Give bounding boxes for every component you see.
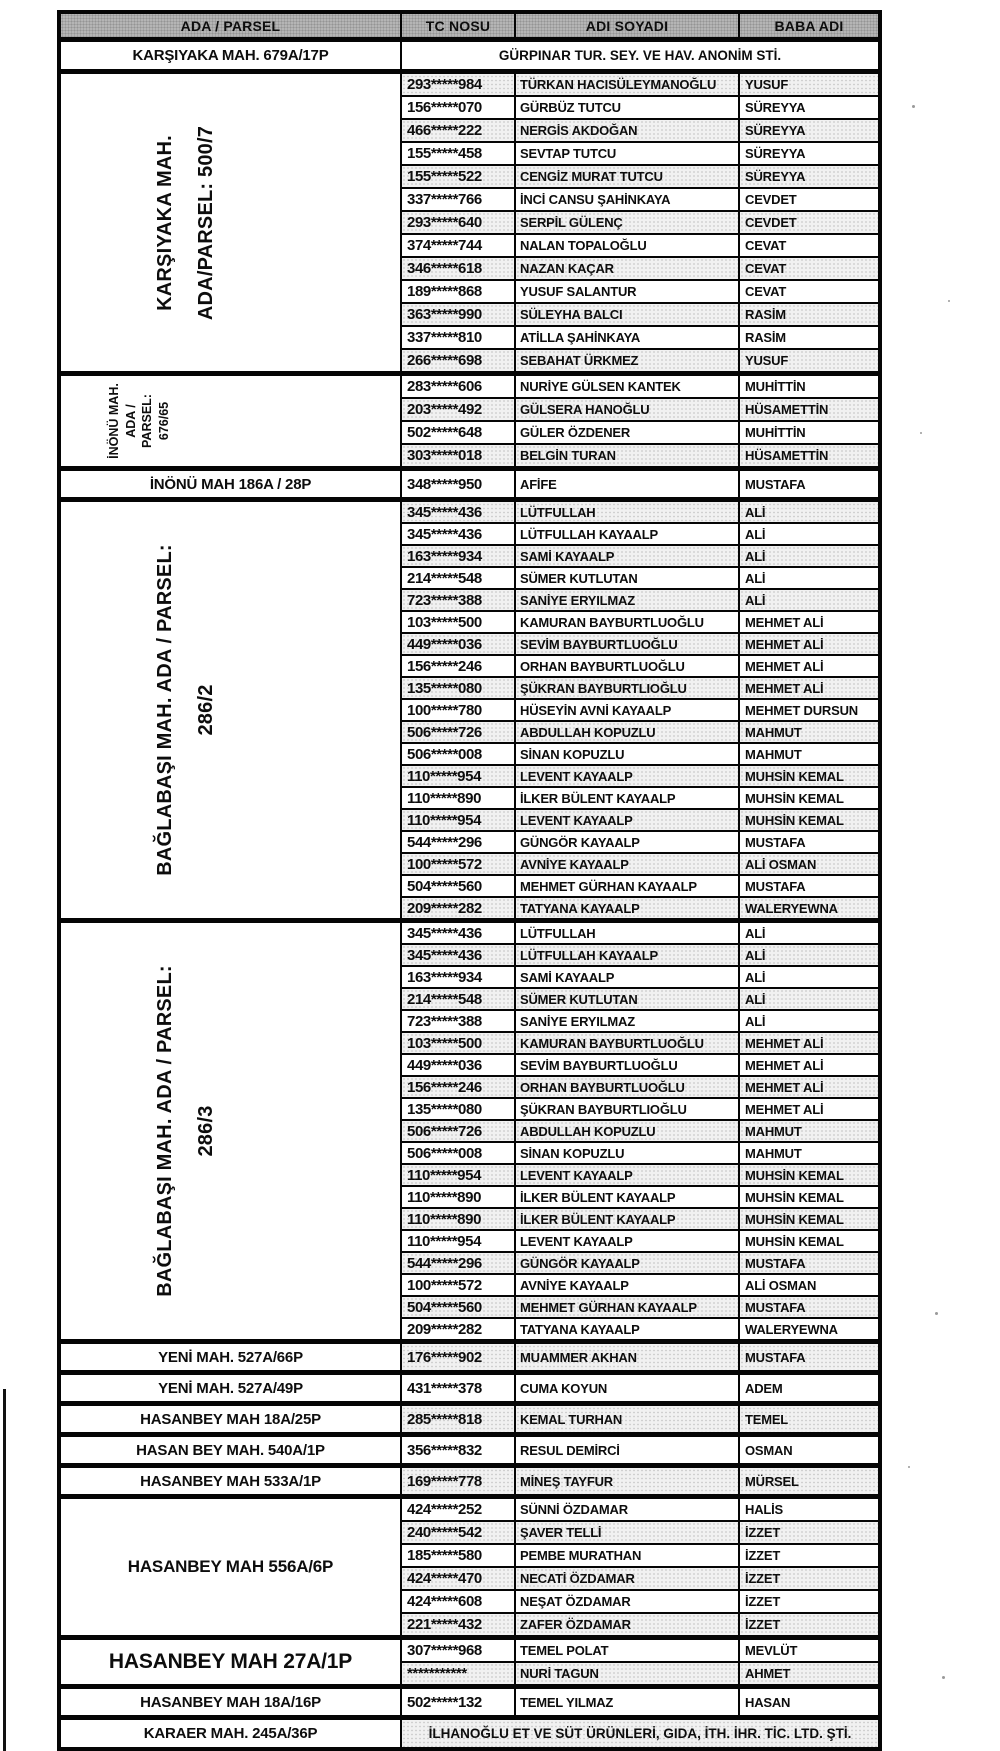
name-cell: NECATİ ÖZDAMAR — [515, 1567, 739, 1590]
name-cell: ŞAVER TELLİ — [515, 1521, 739, 1544]
table-row — [59, 1435, 880, 1466]
tc-number-cell: 110*****890 — [401, 1208, 515, 1230]
tc-number-cell: 348*****950 — [401, 469, 515, 500]
name-cell: BELGİN TURAN — [515, 444, 739, 469]
parcel-label-cell: KARŞIYAKA MAH. 679A/17P — [59, 40, 401, 72]
father-name-cell: ALİ — [739, 589, 880, 611]
father-name-cell: ALİ — [739, 944, 880, 966]
table-header-row — [59, 12, 880, 40]
father-name-cell: HÜSAMETTİN — [739, 444, 880, 469]
name-cell: İLKER BÜLENT KAYAALP — [515, 1208, 739, 1230]
scan-speck — [942, 1676, 945, 1679]
father-name-cell: RASİM — [739, 303, 880, 326]
tc-number-cell: 356*****832 — [401, 1435, 515, 1466]
tc-number-cell: 346*****618 — [401, 257, 515, 280]
name-cell: ORHAN BAYBURTLUOĞLU — [515, 655, 739, 677]
table-row — [59, 1373, 880, 1404]
name-cell: GÜLER ÖZDENER — [515, 421, 739, 444]
name-cell: ABDULLAH KOPUZLU — [515, 1120, 739, 1142]
tc-number-cell: 156*****246 — [401, 1076, 515, 1098]
name-cell: MİNEŞ TAYFUR — [515, 1466, 739, 1497]
father-name-cell: İZZET — [739, 1567, 880, 1590]
tc-number-cell: 337*****810 — [401, 326, 515, 349]
name-cell: PEMBE MURATHAN — [515, 1544, 739, 1567]
tc-number-cell: 449*****036 — [401, 1054, 515, 1076]
tc-number-cell: 110*****954 — [401, 1164, 515, 1186]
name-cell: NERGİS AKDOĞAN — [515, 119, 739, 142]
parcel-label-cell: HASANBEY MAH 18A/16P — [59, 1687, 401, 1718]
father-name-cell: ALİ — [739, 966, 880, 988]
name-cell: MUAMMER AKHAN — [515, 1342, 739, 1373]
name-cell: GÜNGÖR KAYAALP — [515, 1252, 739, 1274]
father-name-cell: HÜSAMETTİN — [739, 398, 880, 421]
father-name-cell: SÜREYYA — [739, 96, 880, 119]
name-cell: SAMİ KAYAALP — [515, 966, 739, 988]
tc-number-cell: 345*****436 — [401, 944, 515, 966]
tc-number-cell: 293*****640 — [401, 211, 515, 234]
table-row — [59, 374, 880, 399]
father-name-cell: MEHMET ALİ — [739, 633, 880, 655]
header-adi-soyadi: ADI SOYADI — [515, 12, 739, 40]
father-name-cell: ALİ — [739, 1010, 880, 1032]
father-name-cell: ALİ — [739, 921, 880, 945]
father-name-cell: MUHSİN KEMAL — [739, 787, 880, 809]
table-row — [59, 1404, 880, 1435]
tc-number-cell: 506*****008 — [401, 1142, 515, 1164]
tc-number-cell: 424*****470 — [401, 1567, 515, 1590]
father-name-cell: MEHMET ALİ — [739, 1076, 880, 1098]
name-cell: CUMA KOYUN — [515, 1373, 739, 1404]
father-name-cell: YUSUF — [739, 72, 880, 97]
father-name-cell: MEHMET ALİ — [739, 611, 880, 633]
scan-speck — [908, 1466, 910, 1468]
name-cell: ORHAN BAYBURTLUOĞLU — [515, 1076, 739, 1098]
tc-number-cell: 506*****008 — [401, 743, 515, 765]
name-cell: LÜTFULLAH KAYAALP — [515, 944, 739, 966]
name-cell: KEMAL TURHAN — [515, 1404, 739, 1435]
name-cell: LEVENT KAYAALP — [515, 809, 739, 831]
parcel-label-rotated-text: BAĞLABAŞI MAH. ADA / PARSEL: 286/3 — [154, 965, 218, 1297]
tc-number-cell: 504*****560 — [401, 875, 515, 897]
tc-number-cell: 110*****890 — [401, 1186, 515, 1208]
name-cell: NALAN TOPALOĞLU — [515, 234, 739, 257]
father-name-cell: MUHSİN KEMAL — [739, 1208, 880, 1230]
tc-number-cell: 544*****296 — [401, 831, 515, 853]
name-cell: MEHMET GÜRHAN KAYAALP — [515, 875, 739, 897]
tc-number-cell: 185*****580 — [401, 1544, 515, 1567]
table-row — [59, 1638, 880, 1663]
tc-number-cell: 723*****388 — [401, 589, 515, 611]
parcel-label-vertical — [59, 500, 401, 921]
father-name-cell: MUSTAFA — [739, 1342, 880, 1373]
name-cell: GÜNGÖR KAYAALP — [515, 831, 739, 853]
tc-number-cell: 502*****648 — [401, 421, 515, 444]
tc-number-cell: 374*****744 — [401, 234, 515, 257]
company-name-cell: GÜRPINAR TUR. SEY. VE HAV. ANONİM STİ. — [401, 40, 880, 72]
name-cell: ŞÜKRAN BAYBURTLIOĞLU — [515, 677, 739, 699]
name-cell: LÜTFULLAH KAYAALP — [515, 523, 739, 545]
scan-speck — [948, 300, 950, 302]
tc-number-cell: 544*****296 — [401, 1252, 515, 1274]
tc-number-cell: 110*****954 — [401, 765, 515, 787]
cadastral-owners-table — [57, 10, 882, 1751]
name-cell: GÜRBÜZ TUTCU — [515, 96, 739, 119]
tc-number-cell: 293*****984 — [401, 72, 515, 97]
tc-number-cell: 337*****766 — [401, 188, 515, 211]
name-cell: ABDULLAH KOPUZLU — [515, 721, 739, 743]
tc-number-cell: 506*****726 — [401, 1120, 515, 1142]
tc-number-cell: 163*****934 — [401, 966, 515, 988]
father-name-cell: CEVAT — [739, 257, 880, 280]
table-row — [59, 1687, 880, 1718]
tc-number-cell: 156*****246 — [401, 655, 515, 677]
father-name-cell: MUHSİN KEMAL — [739, 809, 880, 831]
name-cell: SEVİM BAYBURTLUOĞLU — [515, 633, 739, 655]
name-cell: GÜLSERA HANOĞLU — [515, 398, 739, 421]
father-name-cell: MUHİTTİN — [739, 374, 880, 399]
father-name-cell: AHMET — [739, 1662, 880, 1687]
tc-number-cell: 285*****818 — [401, 1404, 515, 1435]
father-name-cell: MUSTAFA — [739, 469, 880, 500]
name-cell: SÜMER KUTLUTAN — [515, 988, 739, 1010]
name-cell: CENGİZ MURAT TUTCU — [515, 165, 739, 188]
scan-artifact-line — [3, 1389, 6, 1751]
tc-number-cell: 110*****954 — [401, 809, 515, 831]
tc-number-cell: 103*****500 — [401, 611, 515, 633]
company-row — [59, 40, 880, 72]
father-name-cell: ALİ — [739, 988, 880, 1010]
name-cell: SANİYE ERYILMAZ — [515, 1010, 739, 1032]
name-cell: LÜTFULLAH — [515, 921, 739, 945]
table-row — [59, 500, 880, 524]
parcel-label-cell: İNÖNÜ MAH 186A / 28P — [59, 469, 401, 500]
father-name-cell: OSMAN — [739, 1435, 880, 1466]
tc-number-cell: 156*****070 — [401, 96, 515, 119]
tc-number-cell: 345*****436 — [401, 500, 515, 524]
father-name-cell: MAHMUT — [739, 743, 880, 765]
tc-number-cell: 214*****548 — [401, 988, 515, 1010]
father-name-cell: MUSTAFA — [739, 875, 880, 897]
name-cell: KAMURAN BAYBURTLUOĞLU — [515, 611, 739, 633]
father-name-cell: ALİ — [739, 567, 880, 589]
name-cell: ZAFER ÖZDAMAR — [515, 1613, 739, 1638]
tc-number-cell: 266*****698 — [401, 349, 515, 374]
father-name-cell: RASİM — [739, 326, 880, 349]
parcel-label-cell: YENİ MAH. 527A/66P — [59, 1342, 401, 1373]
name-cell: LÜTFULLAH — [515, 500, 739, 524]
father-name-cell: ALİ OSMAN — [739, 1274, 880, 1296]
scan-speck — [912, 105, 915, 108]
tc-number-cell: 424*****608 — [401, 1590, 515, 1613]
table-row — [59, 469, 880, 500]
name-cell: TÜRKAN HACISÜLEYMANOĞLU — [515, 72, 739, 97]
father-name-cell: SÜREYYA — [739, 119, 880, 142]
father-name-cell: ALİ OSMAN — [739, 853, 880, 875]
father-name-cell: WALERYEWNA — [739, 1318, 880, 1342]
tc-number-cell: 110*****954 — [401, 1230, 515, 1252]
company-row — [59, 1718, 880, 1750]
father-name-cell: HALİS — [739, 1497, 880, 1522]
name-cell: SİNAN KOPUZLU — [515, 1142, 739, 1164]
tc-number-cell: 135*****080 — [401, 677, 515, 699]
header-ada-parsel: ADA / PARSEL — [59, 12, 401, 40]
father-name-cell: MUHSİN KEMAL — [739, 1164, 880, 1186]
tc-number-cell: 504*****560 — [401, 1296, 515, 1318]
header-tc-nosu: TC NOSU — [401, 12, 515, 40]
father-name-cell: ALİ — [739, 545, 880, 567]
parcel-label-cell: YENİ MAH. 527A/49P — [59, 1373, 401, 1404]
name-cell: SÜLEYHA BALCI — [515, 303, 739, 326]
father-name-cell: ADEM — [739, 1373, 880, 1404]
tc-number-cell: 307*****968 — [401, 1638, 515, 1663]
father-name-cell: CEVDET — [739, 211, 880, 234]
tc-number-cell: 163*****934 — [401, 545, 515, 567]
father-name-cell: MAHMUT — [739, 1120, 880, 1142]
name-cell: LEVENT KAYAALP — [515, 1230, 739, 1252]
table-row — [59, 1466, 880, 1497]
father-name-cell: MAHMUT — [739, 1142, 880, 1164]
father-name-cell: CEVAT — [739, 280, 880, 303]
name-cell: RESUL DEMİRCİ — [515, 1435, 739, 1466]
name-cell: KAMURAN BAYBURTLUOĞLU — [515, 1032, 739, 1054]
parcel-label-cell: HASANBEY MAH 27A/1P — [59, 1638, 401, 1687]
tc-number-cell: 209*****282 — [401, 1318, 515, 1342]
name-cell: SİNAN KOPUZLU — [515, 743, 739, 765]
tc-number-cell: 209*****282 — [401, 897, 515, 921]
father-name-cell: ALİ — [739, 523, 880, 545]
table-row — [59, 1497, 880, 1522]
tc-number-cell: 189*****868 — [401, 280, 515, 303]
father-name-cell: MEHMET ALİ — [739, 1032, 880, 1054]
name-cell: TATYANA KAYAALP — [515, 897, 739, 921]
tc-number-cell: 100*****780 — [401, 699, 515, 721]
father-name-cell: İZZET — [739, 1590, 880, 1613]
name-cell: SERPİL GÜLENÇ — [515, 211, 739, 234]
name-cell: NAZAN KAÇAR — [515, 257, 739, 280]
tc-number-cell: *********** — [401, 1662, 515, 1687]
father-name-cell: HASAN — [739, 1687, 880, 1718]
parcel-label-rotated-text: KARŞIYAKA MAH. ADA/PARSEL: 500/7 — [154, 125, 218, 320]
father-name-cell: MEHMET DURSUN — [739, 699, 880, 721]
name-cell: İLKER BÜLENT KAYAALP — [515, 787, 739, 809]
father-name-cell: MÜRSEL — [739, 1466, 880, 1497]
tc-number-cell: 221*****432 — [401, 1613, 515, 1638]
father-name-cell: ALİ — [739, 500, 880, 524]
name-cell: LEVENT KAYAALP — [515, 765, 739, 787]
tc-number-cell: 431*****378 — [401, 1373, 515, 1404]
header-baba-adi: BABA ADI — [739, 12, 880, 40]
tc-number-cell: 723*****388 — [401, 1010, 515, 1032]
name-cell: SÜMER KUTLUTAN — [515, 567, 739, 589]
name-cell: İLKER BÜLENT KAYAALP — [515, 1186, 739, 1208]
father-name-cell: İZZET — [739, 1613, 880, 1638]
tc-number-cell: 169*****778 — [401, 1466, 515, 1497]
father-name-cell: MAHMUT — [739, 721, 880, 743]
parcel-label-cell: HASANBEY MAH 533A/1P — [59, 1466, 401, 1497]
father-name-cell: CEVAT — [739, 234, 880, 257]
tc-number-cell: 100*****572 — [401, 853, 515, 875]
father-name-cell: TEMEL — [739, 1404, 880, 1435]
name-cell: MEHMET GÜRHAN KAYAALP — [515, 1296, 739, 1318]
father-name-cell: MUHSİN KEMAL — [739, 765, 880, 787]
tc-number-cell: 449*****036 — [401, 633, 515, 655]
parcel-label-cell: HASAN BEY MAH. 540A/1P — [59, 1435, 401, 1466]
father-name-cell: MUSTAFA — [739, 1252, 880, 1274]
tc-number-cell: 303*****018 — [401, 444, 515, 469]
name-cell: AFİFE — [515, 469, 739, 500]
father-name-cell: MUHSİN KEMAL — [739, 1186, 880, 1208]
father-name-cell: MUSTAFA — [739, 831, 880, 853]
father-name-cell: MUHSİN KEMAL — [739, 1230, 880, 1252]
tc-number-cell: 240*****542 — [401, 1521, 515, 1544]
name-cell: NURİYE GÜLSEN KANTEK — [515, 374, 739, 399]
tc-number-cell: 283*****606 — [401, 374, 515, 399]
father-name-cell: MEHMET ALİ — [739, 677, 880, 699]
father-name-cell: MEHMET ALİ — [739, 655, 880, 677]
father-name-cell: MEHMET ALİ — [739, 1098, 880, 1120]
father-name-cell: İZZET — [739, 1544, 880, 1567]
scan-speck — [920, 432, 922, 434]
tc-number-cell: 502*****132 — [401, 1687, 515, 1718]
name-cell: TATYANA KAYAALP — [515, 1318, 739, 1342]
father-name-cell: İZZET — [739, 1521, 880, 1544]
name-cell: LEVENT KAYAALP — [515, 1164, 739, 1186]
name-cell: ATİLLA ŞAHİNKAYA — [515, 326, 739, 349]
company-name-cell: İLHANOĞLU ET VE SÜT ÜRÜNLERİ, GIDA, İTH. İHR. TİC. LTD. ŞTİ. — [401, 1718, 880, 1750]
parcel-label-vertical — [59, 921, 401, 1342]
father-name-cell: CEVDET — [739, 188, 880, 211]
parcel-label-cell: HASANBEY MAH 18A/25P — [59, 1404, 401, 1435]
parcel-label-rotated-text: İNÖNÜ MAH. ADA / PARSEL: 676/65 — [106, 383, 171, 459]
name-cell: SAMİ KAYAALP — [515, 545, 739, 567]
father-name-cell: MEHMET ALİ — [739, 1054, 880, 1076]
name-cell: AVNİYE KAYAALP — [515, 853, 739, 875]
tc-number-cell: 155*****522 — [401, 165, 515, 188]
father-name-cell: SÜREYYA — [739, 142, 880, 165]
name-cell: AVNİYE KAYAALP — [515, 1274, 739, 1296]
tc-number-cell: 135*****080 — [401, 1098, 515, 1120]
tc-number-cell: 103*****500 — [401, 1032, 515, 1054]
name-cell: YUSUF SALANTUR — [515, 280, 739, 303]
tc-number-cell: 176*****902 — [401, 1342, 515, 1373]
name-cell: NEŞAT ÖZDAMAR — [515, 1590, 739, 1613]
name-cell: ŞÜKRAN BAYBURTLIOĞLU — [515, 1098, 739, 1120]
father-name-cell: SÜREYYA — [739, 165, 880, 188]
name-cell: TEMEL YILMAZ — [515, 1687, 739, 1718]
name-cell: İNCİ CANSU ŞAHİNKAYA — [515, 188, 739, 211]
tc-number-cell: 214*****548 — [401, 567, 515, 589]
father-name-cell: MUHİTTİN — [739, 421, 880, 444]
tc-number-cell: 155*****458 — [401, 142, 515, 165]
parcel-label-cell: HASANBEY MAH 556A/6P — [59, 1497, 401, 1638]
tc-number-cell: 100*****572 — [401, 1274, 515, 1296]
scan-speck — [935, 1312, 938, 1315]
name-cell: HÜSEYİN AVNİ KAYAALP — [515, 699, 739, 721]
father-name-cell: WALERYEWNA — [739, 897, 880, 921]
tc-number-cell: 424*****252 — [401, 1497, 515, 1522]
father-name-cell: MEVLÜT — [739, 1638, 880, 1663]
tc-number-cell: 506*****726 — [401, 721, 515, 743]
name-cell: SEBAHAT ÜRKMEZ — [515, 349, 739, 374]
table-row — [59, 921, 880, 945]
name-cell: SEVTAP TUTCU — [515, 142, 739, 165]
table-row — [59, 1342, 880, 1373]
father-name-cell: MUSTAFA — [739, 1296, 880, 1318]
name-cell: SANİYE ERYILMAZ — [515, 589, 739, 611]
parcel-label-vertical — [59, 72, 401, 374]
name-cell: SEVİM BAYBURTLUOĞLU — [515, 1054, 739, 1076]
parcel-label-cell: KARAER MAH. 245A/36P — [59, 1718, 401, 1750]
name-cell: TEMEL POLAT — [515, 1638, 739, 1663]
parcel-label-rotated-text: BAĞLABAŞI MAH. ADA / PARSEL: 286/2 — [154, 544, 218, 876]
table-row — [59, 72, 880, 97]
tc-number-cell: 203*****492 — [401, 398, 515, 421]
tc-number-cell: 363*****990 — [401, 303, 515, 326]
tc-number-cell: 466*****222 — [401, 119, 515, 142]
parcel-label-vertical — [59, 374, 401, 469]
tc-number-cell: 345*****436 — [401, 523, 515, 545]
name-cell: SÜNNİ ÖZDAMAR — [515, 1497, 739, 1522]
tc-number-cell: 345*****436 — [401, 921, 515, 945]
tc-number-cell: 110*****890 — [401, 787, 515, 809]
name-cell: NURİ TAGUN — [515, 1662, 739, 1687]
father-name-cell: YUSUF — [739, 349, 880, 374]
